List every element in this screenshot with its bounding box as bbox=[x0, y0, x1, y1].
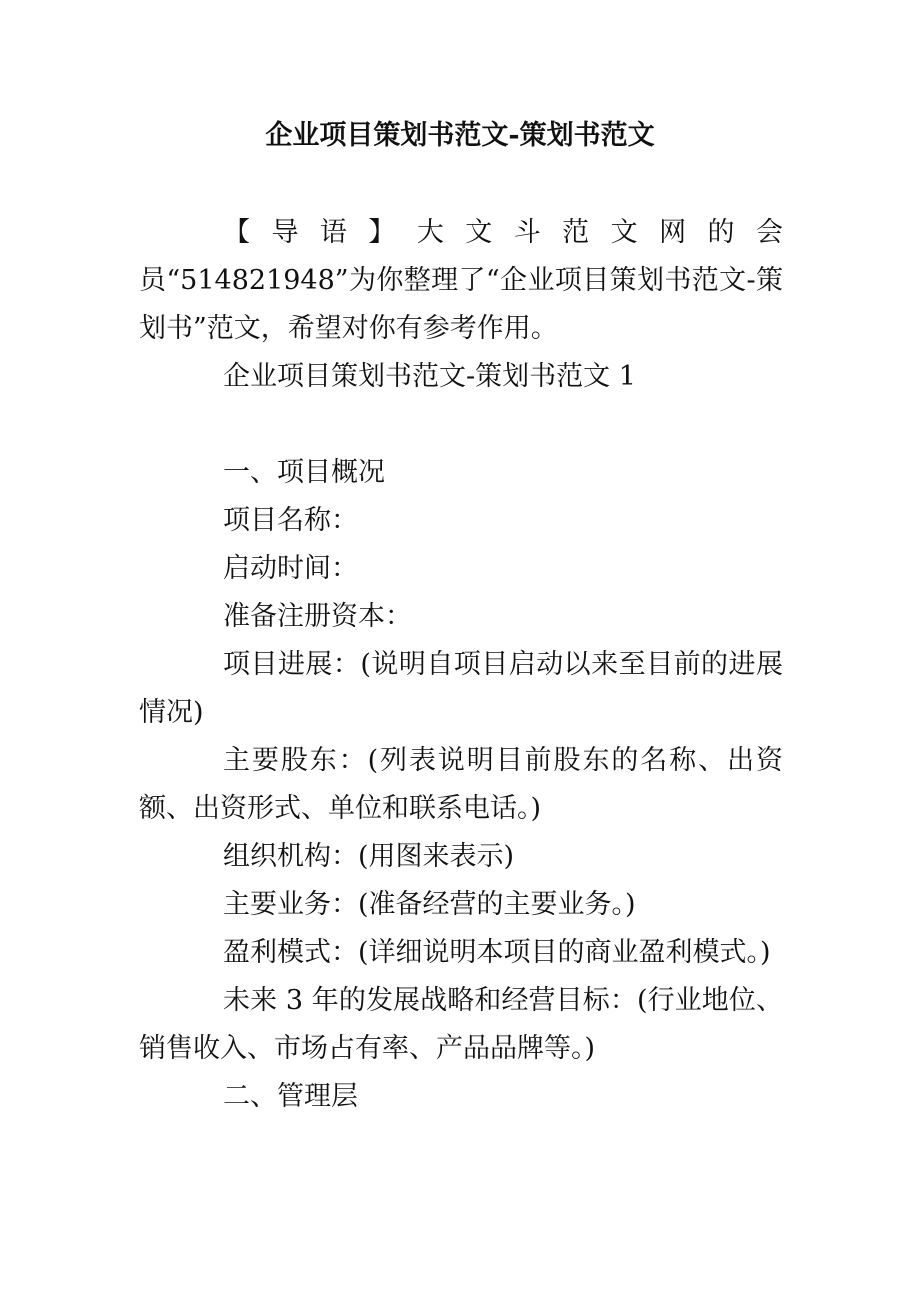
item-profit-model: 盈利模式：(详细说明本项目的商业盈利模式。) bbox=[223, 937, 771, 968]
document-body bbox=[139, 209, 783, 1121]
item-project-name: 项目名称： bbox=[223, 505, 358, 536]
item-registered-capital: 准备注册资本： bbox=[223, 601, 412, 632]
heading-project-overview: 一、项目概况 bbox=[223, 457, 385, 488]
item-main-business: 主要业务：(准备经营的主要业务。) bbox=[223, 889, 636, 920]
intro-paragraph: 【导语】大文斗范文网的会员“514821948”为你整理了“企业项目策划书范文-策划书”范文，希望对你有参考作用。 bbox=[139, 217, 783, 344]
item-strategy-goals: 未来 3 年的发展战略和经营目标：(行业地位、销售收入、市场占有率、产品品牌等。) bbox=[139, 985, 783, 1064]
item-organization: 组织机构：(用图来表示) bbox=[223, 841, 515, 872]
item-main-shareholders: 主要股东：(列表说明目前股东的名称、出资额、出资形式、单位和联系电话。) bbox=[139, 745, 783, 824]
heading-management: 二、管理层 bbox=[223, 1081, 358, 1112]
blank-line bbox=[139, 401, 783, 449]
section-title: 企业项目策划书范文-策划书范文 1 bbox=[223, 361, 636, 392]
item-project-progress: 项目进展：(说明自项目启动以来至目前的进展情况) bbox=[139, 649, 783, 728]
item-start-time: 启动时间： bbox=[223, 553, 358, 584]
document-title: 企业项目策划书范文-策划书范文 bbox=[265, 120, 655, 151]
